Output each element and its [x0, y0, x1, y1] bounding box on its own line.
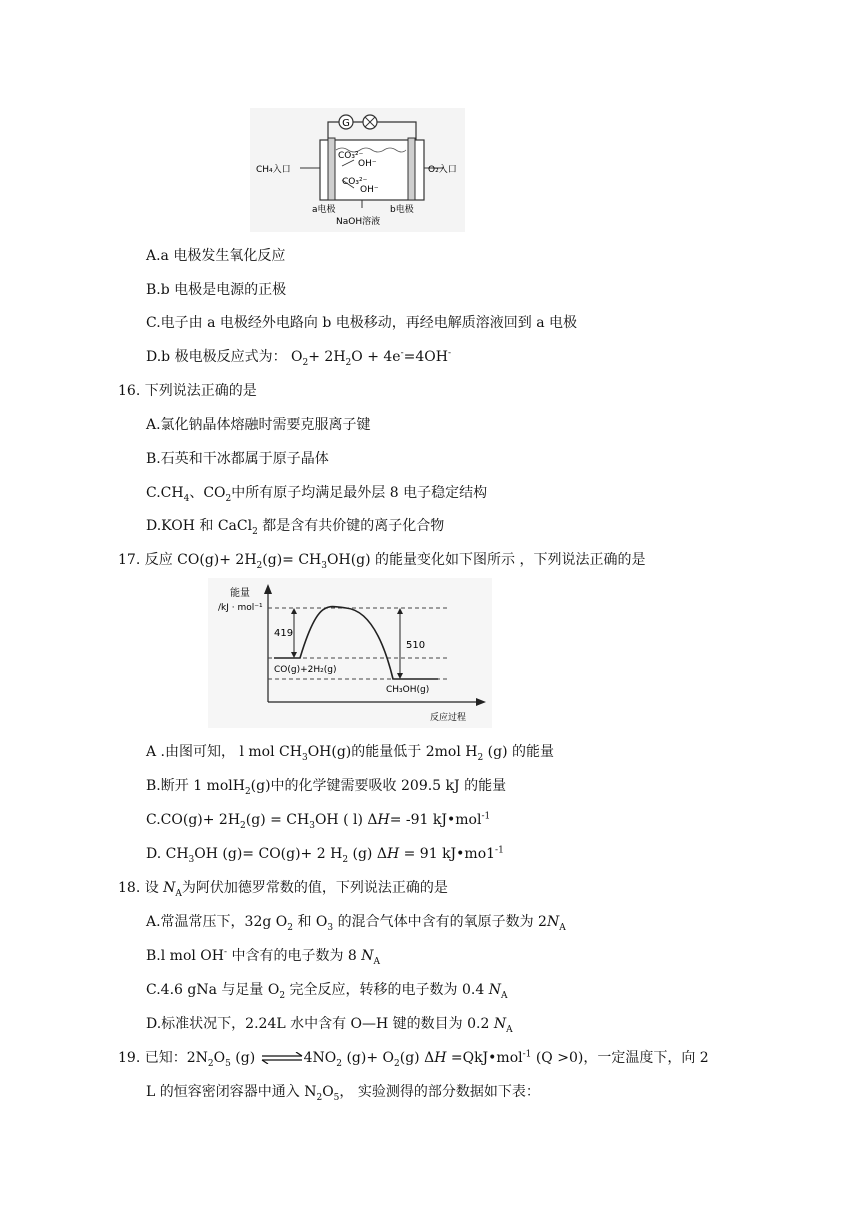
svg-text:反应过程: 反应过程 [430, 713, 467, 723]
q17-option-d: D. $CH_3OH$ (g)= CO(g)+ 2 $H_2$ (g) ΔH = 91 $kJ•mo1^{-1}$ [146, 845, 504, 865]
q16-option-a: A.氯化钠晶体熔融时需要克服离子键 [146, 417, 371, 433]
q16-stem: 16. 下列说法正确的是 [118, 383, 257, 399]
svg-text:CO₃²⁻: CO₃²⁻ [338, 151, 364, 161]
electrode-b [408, 138, 415, 200]
svg-text:419: 419 [274, 628, 294, 639]
fuel-cell-diagram [250, 108, 465, 232]
svg-text:OH⁻: OH⁻ [358, 159, 377, 169]
q15-option-a: A.a 电极发生氧化反应 [146, 248, 286, 264]
q17-option-a: A .由图可知， l mol $CH_3OH(g)$的能量低于 2mol $H_2$ (g) 的能量 [146, 744, 554, 763]
q17-option-b: B.断开 1 molH$_2$(g)中的化学键需要吸收 209.5 kJ 的能量 [146, 778, 507, 797]
svg-text:O₂入口: O₂入口 [428, 165, 457, 175]
q16-option-b: B.石英和干冰都属于原子晶体 [146, 451, 329, 467]
q18-option-a: A.常温常压下，32g $O_2$ 和 $O_3$ 的混合气体中含有的氧原子数为 $2N_A$ [146, 914, 566, 933]
q16-option-c: $C.CH_4$、$CO_2$中所有原子均满足最外层 8 电子稳定结构 [146, 485, 488, 504]
q15-option-c: C.电子由 a 电极经外电路向 b 电极移动，再经电解质溶液回到 a 电极 [146, 315, 578, 331]
electrode-a [328, 138, 335, 200]
svg-text:G: G [342, 118, 350, 129]
q18-stem: 18. 设 $N_A$为阿伏加德罗常数的值，下列说法正确的是 [118, 880, 448, 899]
q15-option-b: B.b 电极是电源的正极 [146, 282, 287, 298]
q19-stem: 19. 已知：$2N_2O_5$ (g) $4NO_2$ $(g)+ O_2(g)$ ΔH =QkJ•mol$^{-1}$ (Q >0)，一定温度下，向 2 [118, 1049, 709, 1069]
q19-stem-line2: L 的恒容密闭容器中通入 $N_2O_5$， 实验测得的部分数据如下表： [146, 1084, 540, 1103]
svg-text:CH₄入口: CH₄入口 [256, 165, 291, 175]
q18-option-c: C.4.6 gNa 与足量 $O_2$ 完全反应，转移的电子数为 0.4 $N_A$ [146, 982, 508, 1001]
svg-text:/kJ · mol⁻¹: /kJ · mol⁻¹ [218, 603, 263, 613]
q16-option-d: D.KOH 和 CaCl$_2$ 都是含有共价键的离子化合物 [146, 518, 445, 537]
q17-option-c: $C.CO(g)+ 2H_2(g) = CH_3OH$ ( l) ΔH= -91 kJ•mol$^{-1}$ [146, 811, 491, 831]
svg-text:能量: 能量 [230, 588, 250, 599]
svg-text:NaOH溶液: NaOH溶液 [336, 217, 381, 227]
q15-option-d: D.b 极电极反应式为： $O_2+ 2H_2O + 4e^-=4OH^-$ [146, 348, 452, 368]
q18-option-d: D.标准状况下，2.24L 水中含有 O—H 键的数目为 0.2 $N_A$ [146, 1016, 513, 1035]
q17-stem: 17. 反应 $CO(g)+ 2H_2(g)= CH_3OH(g)$ 的能量变化如下图所示 ，下列说法正确的是 [118, 552, 646, 571]
svg-text:OH⁻: OH⁻ [360, 185, 379, 195]
svg-text:CO(g)+2H₂(g): CO(g)+2H₂(g) [274, 665, 337, 675]
svg-text:a电极: a电极 [312, 205, 336, 215]
energy-diagram [208, 578, 492, 728]
svg-text:b电极: b电极 [390, 205, 414, 215]
q18-option-b: B.l mol OH- 中含有的电子数为 8 $N_A$ [146, 947, 381, 967]
svg-text:CO₃²⁻: CO₃²⁻ [342, 177, 368, 187]
svg-text:CH₃OH(g): CH₃OH(g) [386, 685, 430, 695]
equilibrium-arrow-icon [260, 1052, 304, 1064]
svg-text:510: 510 [406, 640, 426, 651]
